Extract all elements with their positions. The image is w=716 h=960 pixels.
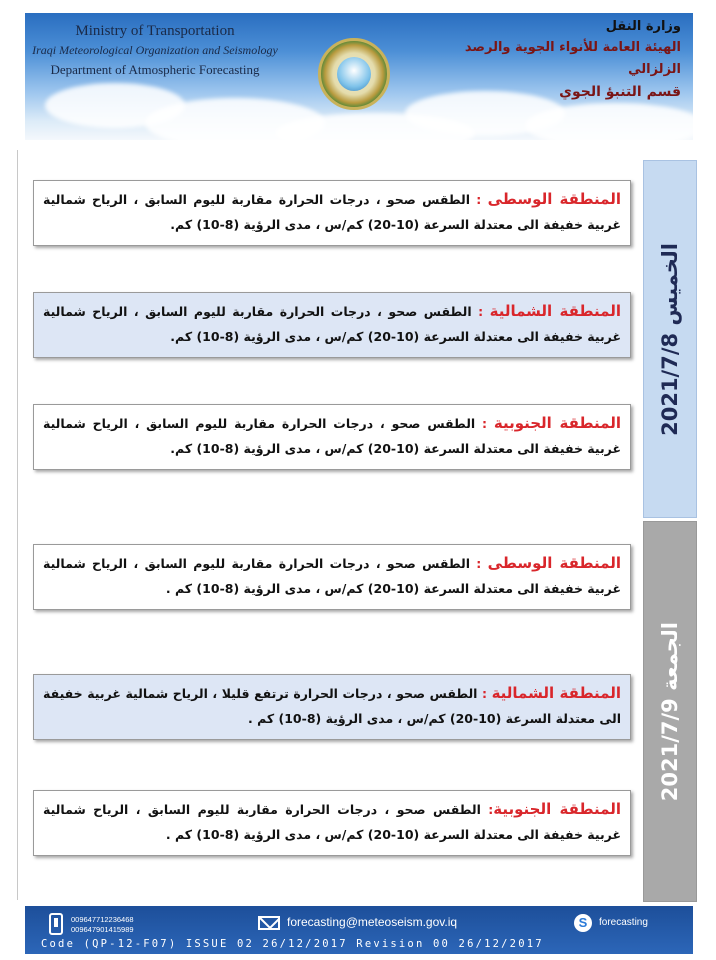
region-colon: : <box>477 686 492 701</box>
ministry-name-ar: وزارة النقل <box>605 19 681 34</box>
forecast-text: الطقس صحو ، درجات الحرارة مقاربة لليوم السابق ، الرياح شمالية غربية خفيفة الى معتدلة السرعة (10-20) كم/س ، مدى الرؤية (8-10) كم. <box>43 416 621 456</box>
forecast-text: الطقس صحو ، درجات الحرارة مقاربة لليوم السابق ، الرياح شمالية غربية خفيفة الى معتدلة السرعة (10-20) كم/س ، مدى الرؤية (8-10) كم. <box>43 192 621 232</box>
region-colon: : <box>469 192 488 207</box>
phone-numbers <box>71 915 134 935</box>
forecast-box-day2-central <box>33 544 631 610</box>
region-name: المنطقة الشمالية <box>489 302 621 320</box>
footer-bar <box>25 906 693 954</box>
forecast-box-day2-south <box>33 790 631 856</box>
forecast-text: الطقس صحو ، درجات الحرارة مقاربة لليوم السابق ، الرياح شمالية غربية خفيفة الى معتدلة السرعة (10-20) كم/س ، مدى الرؤية (8-10) كم . <box>43 556 621 596</box>
organization-name-ar: الهيئة العامة للأنواء الجوية والرصد الزلزالي <box>464 40 681 77</box>
region-colon: : <box>475 416 494 431</box>
skype-handle: forecasting <box>599 917 648 928</box>
forecast-text: الطقس صحو ، درجات الحرارة مقاربة لليوم السابق ، الرياح شمالية غربية خفيفة الى معتدلة السرعة (10-20) كم/س ، مدى الرؤية (8-10) كم. <box>43 304 621 344</box>
forecast-box-day1-south <box>33 404 631 470</box>
phone-number-2: 009647901415989 <box>71 925 134 934</box>
department-name-ar: قسم التنبؤ الجوي <box>559 84 681 100</box>
region-name: المنطقة الجنوبية <box>493 800 621 818</box>
forecast-box-day2-north <box>33 674 631 740</box>
forecast-box-day1-north <box>33 292 631 358</box>
organization-name-en: Iraqi Meteorological Organization and Seismology <box>32 43 278 57</box>
skype-icon: S <box>574 914 592 932</box>
date-column-day1 <box>643 160 697 518</box>
region-name: المنطقة الوسطى <box>487 190 621 208</box>
header-banner <box>25 13 693 140</box>
region-colon: : <box>471 304 490 319</box>
forecast-text: الطقس صحو ، درجات الحرارة مقاربة لليوم السابق ، الرياح شمالية غربية خفيفة الى معتدلة السرعة (10-20) كم/س ، مدى الرؤية (8-10) كم . <box>43 802 621 842</box>
forecast-box-day1-central <box>33 180 631 246</box>
arabic-header <box>421 17 681 103</box>
region-colon: : <box>469 556 488 571</box>
ministry-name-en: Ministry of Transportation <box>75 23 235 39</box>
left-divider <box>17 150 18 900</box>
region-name: المنطقة الشمالية <box>491 684 622 702</box>
date-label-day2: الجمعة 2021/7/9 <box>658 621 682 802</box>
document-code-line: Code (QP-12-F07) ISSUE 02 26/12/2017 Revision 00 26/12/2017 <box>41 938 544 950</box>
forecast-text: الطقس صحو ، درجات الحرارة ترتفع قليلا ، الرياح شمالية غربية خفيفة الى معتدلة السرعة (10-20) كم/س ، مدى الرؤية (8-10) كم . <box>43 686 621 726</box>
region-name: المنطقة الجنوبية <box>493 414 621 432</box>
english-header <box>25 21 285 80</box>
phone-icon <box>49 913 63 935</box>
date-column-day2 <box>643 521 697 902</box>
organization-logo-icon <box>318 38 390 110</box>
department-name-en: Department of Atmospheric Forecasting <box>50 62 260 77</box>
email-address[interactable]: forecasting@meteoseism.gov.iq <box>287 915 458 929</box>
region-name: المنطقة الوسطى <box>487 554 621 572</box>
mail-icon <box>258 916 280 930</box>
region-colon: : <box>480 802 494 817</box>
phone-number-1: 009647712236468 <box>71 915 134 924</box>
date-label-day1: الخميس 2021/7/8 <box>658 242 682 436</box>
